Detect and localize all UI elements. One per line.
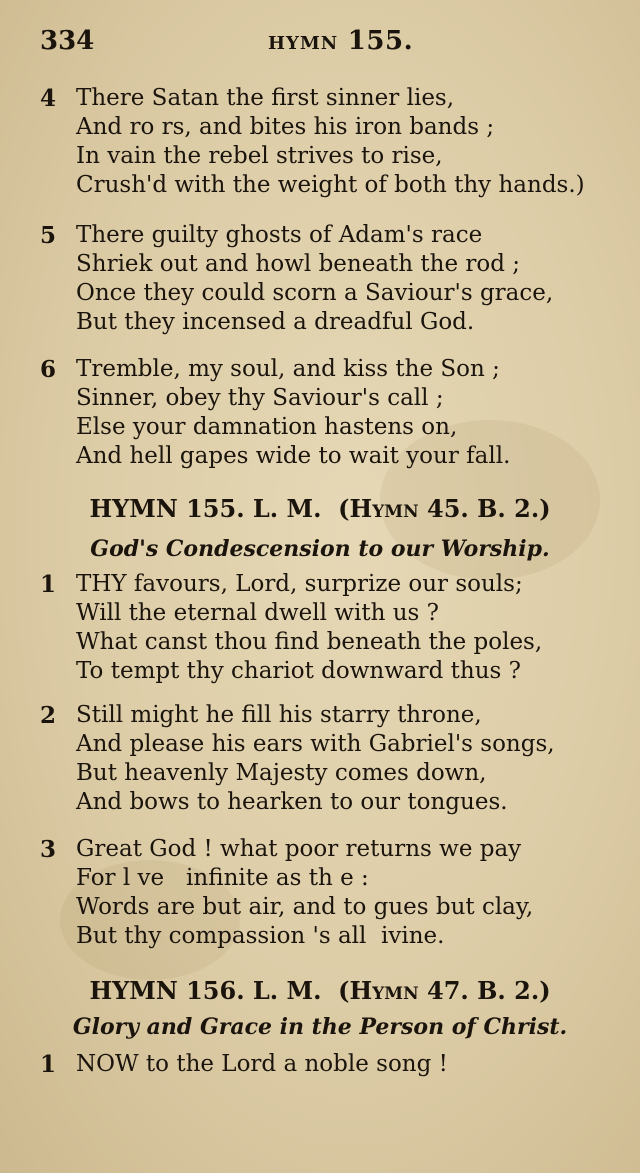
hymn-155-verse-2 <box>40 701 620 817</box>
hymn-ref-small: YMN <box>372 984 419 1004</box>
verse-line: Crush'd with the weight of both thy hands.) <box>76 172 585 198</box>
hymn-title-main: HYMN 156. L. M. <box>89 976 322 1005</box>
verse-number: 4 <box>40 85 57 112</box>
verse-line: THY favours, Lord, surprize our souls; <box>76 571 523 597</box>
hymn-156-verse-1 <box>40 1050 620 1079</box>
hymn-156-title <box>0 976 640 1005</box>
verse-number: 3 <box>40 836 57 863</box>
hymn-ref-rest: 47. B. 2.) <box>418 976 551 1005</box>
verse-line: For l ve infinite as th e : <box>76 865 369 891</box>
verse-line: But they incensed a dreadful God. <box>76 309 475 335</box>
hymn-155-verse-1 <box>40 570 620 686</box>
hymn-ref-open: (H <box>338 494 373 523</box>
verse-line: Tremble, my soul, and kiss the Son ; <box>76 356 500 382</box>
verse-line: Words are but air, and to gues but clay, <box>76 894 534 920</box>
hymn-155-verse-3 <box>40 835 620 951</box>
verse-line: There guilty ghosts of Adam's race <box>76 222 483 248</box>
running-head-number: 155. <box>347 26 414 56</box>
hymn-155-title <box>0 494 640 523</box>
verse-line: What canst thou find beneath the poles, <box>76 629 543 655</box>
hymn-156-subtitle: Glory and Grace in the Person of Christ. <box>72 1014 568 1040</box>
running-head-label: HYMN <box>268 33 339 54</box>
hymn-155-subtitle: God's Condescension to our Worship. <box>90 536 550 562</box>
verse-line: But heavenly Majesty comes down, <box>76 760 487 786</box>
verse-line: NOW to the Lord a noble song ! <box>76 1051 448 1077</box>
verse-number: 6 <box>40 356 57 383</box>
page-header <box>40 26 600 66</box>
verse-line: In vain the rebel strives to rise, <box>76 143 443 169</box>
verse-number: 5 <box>40 222 57 249</box>
verse-line: To tempt thy chariot downward thus ? <box>76 658 521 684</box>
verse-line: Else your damnation hastens on, <box>76 414 458 440</box>
verse-line: Sinner, obey thy Saviour's call ; <box>76 385 444 411</box>
hymn-ref-rest: 45. B. 2.) <box>418 494 551 523</box>
verse-line: Great God ! what poor returns we pay <box>76 836 522 862</box>
verse-line: And ro rs, and bites his iron bands ; <box>76 114 495 140</box>
verse-line: Will the eternal dwell with us ? <box>76 600 439 626</box>
page-number: 334 <box>40 26 95 56</box>
verse-6 <box>40 355 620 471</box>
verse-line: And please his ears with Gabriel's songs, <box>76 731 555 757</box>
hymn-ref-open: (H <box>338 976 373 1005</box>
verse-line: Shriek out and howl beneath the rod ; <box>76 251 521 277</box>
verse-line: And bows to hearken to our tongues. <box>76 789 508 815</box>
verse-line: Still might he fill his starry throne, <box>76 702 482 728</box>
running-head <box>268 26 413 56</box>
verse-number: 2 <box>40 702 57 729</box>
verse-line: But thy compassion 's all ivine. <box>76 923 445 949</box>
verse-4 <box>40 84 620 200</box>
hymn-title-main: HYMN 155. L. M. <box>89 494 322 523</box>
verse-number: 1 <box>40 571 57 598</box>
verse-line: There Satan the first sinner lies, <box>76 85 455 111</box>
verse-number: 1 <box>40 1051 57 1078</box>
verse-line: And hell gapes wide to wait your fall. <box>76 443 511 469</box>
verse-line: Once they could scorn a Saviour's grace, <box>76 280 554 306</box>
hymn-ref-small: YMN <box>372 502 419 522</box>
verse-5 <box>40 221 620 337</box>
